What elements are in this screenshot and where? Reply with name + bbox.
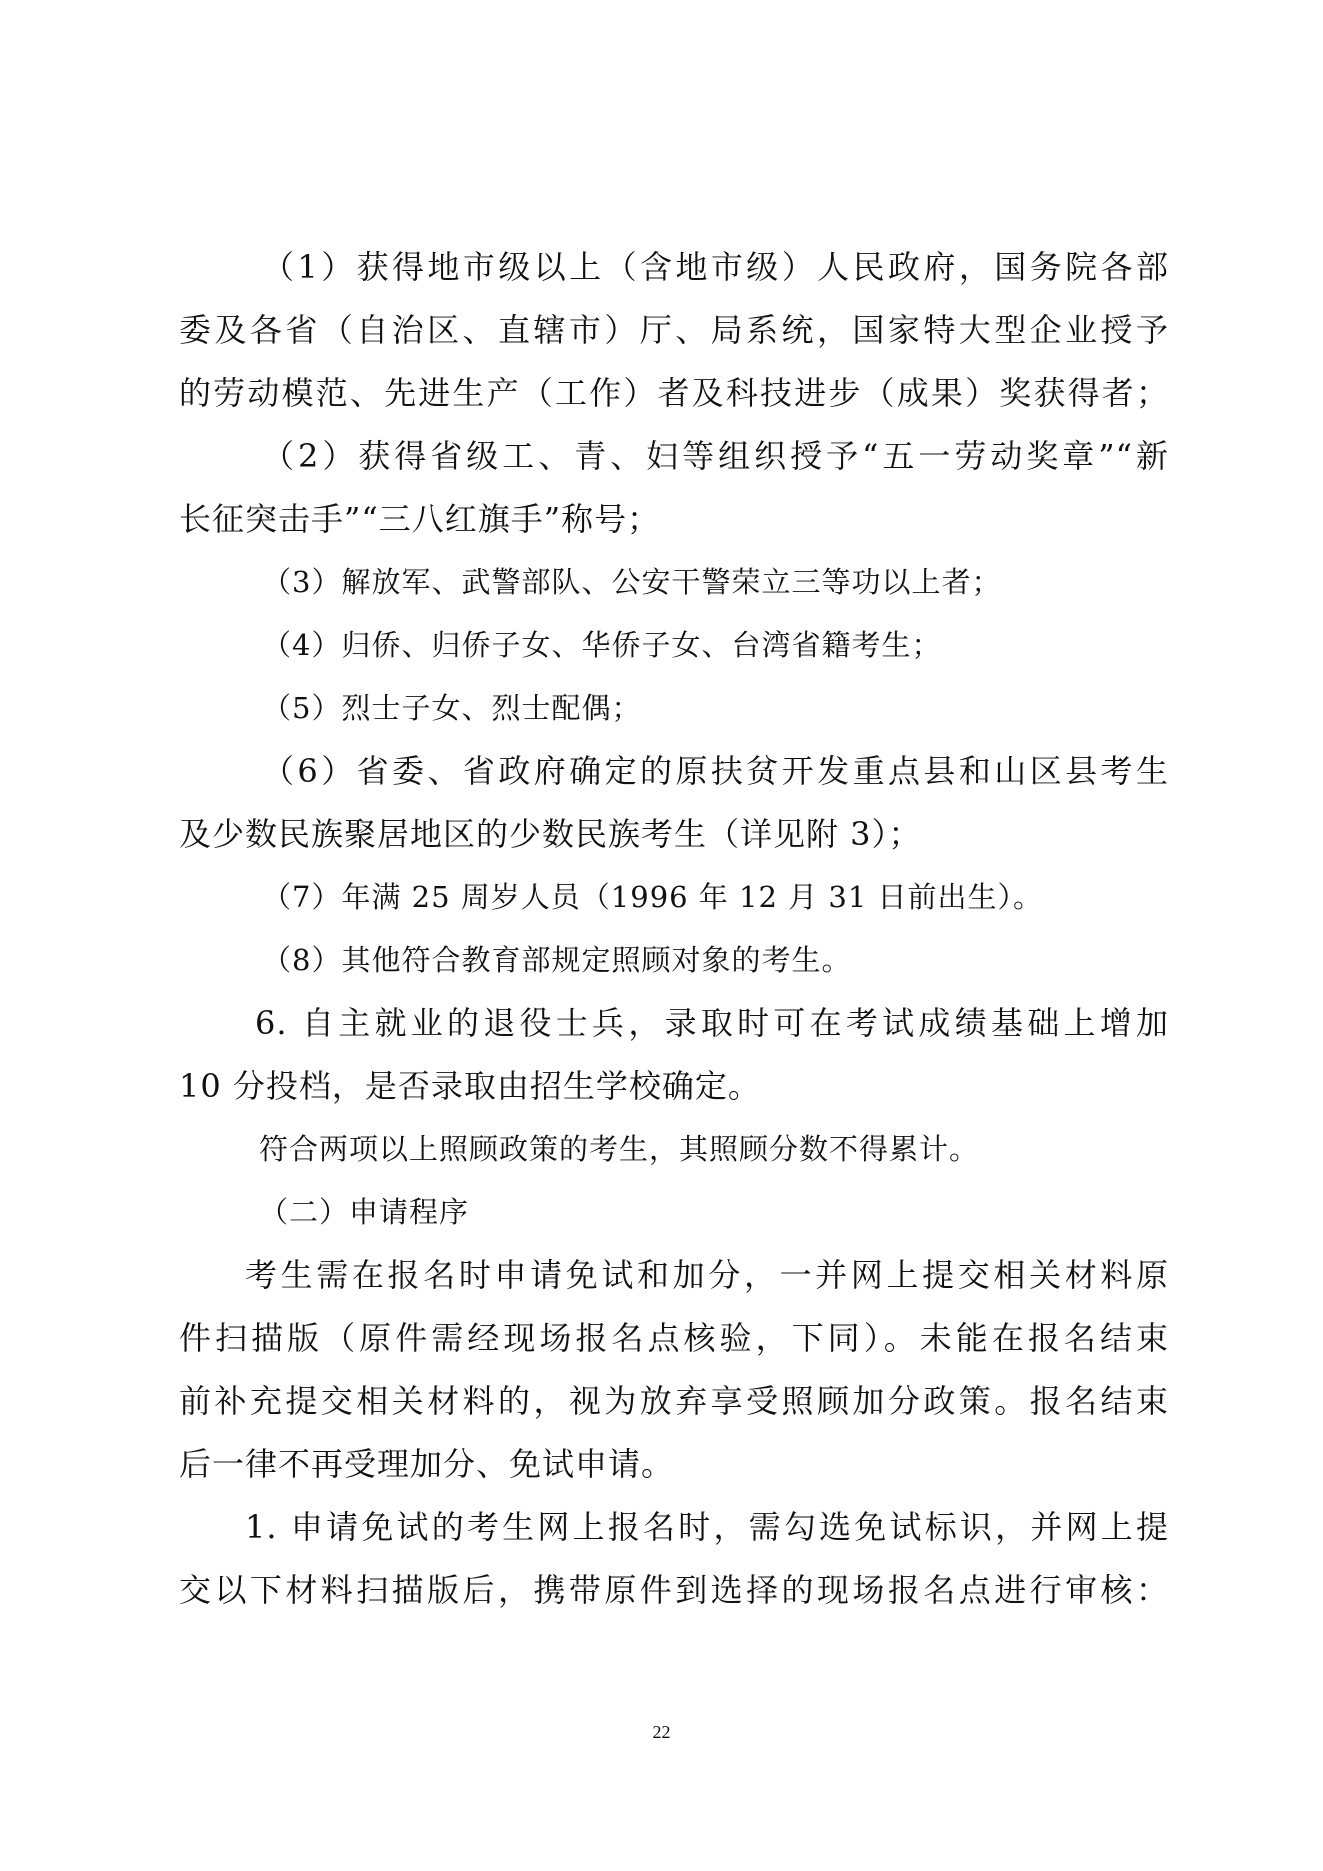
paragraph-line: 符合两项以上照顾政策的考生，其照顾分数不得累计。 [259, 1132, 980, 1166]
paragraph-line: （1）获得地市级以上（含地市级）人民政府，国务院各部 [262, 248, 1169, 286]
paragraph-line: 的劳动模范、先进生产（工作）者及科技进步（成果）奖获得者； [179, 374, 1169, 412]
paragraph-line: 及少数民族聚居地区的少数民族考生（详见附 3）； [179, 815, 922, 853]
paragraph-line: 后一律不再受理加分、免试申请。 [179, 1445, 675, 1483]
paragraph-line: （2）获得省级工、青、妇等组织授予“五一劳动奖章”“新 [262, 437, 1169, 475]
paragraph-line: （7）年满 25 周岁人员（1996 年 12 月 31 日前出生）。 [262, 880, 1043, 914]
page-number: 22 [652, 1722, 671, 1742]
paragraph-line: 考生需在报名时申请免试和加分，一并网上提交相关材料原 [245, 1256, 1169, 1294]
paragraph-line: （4）归侨、归侨子女、华侨子女、台湾省籍考生； [262, 628, 942, 662]
paragraph-line: 交以下材料扫描版后，携带原件到选择的现场报名点进行审核： [179, 1571, 1169, 1609]
paragraph-line: 1. 申请免试的考生网上报名时，需勾选免试标识，并网上提 [245, 1508, 1169, 1546]
paragraph-line: （6）省委、省政府确定的原扶贫开发重点县和山区县考生 [262, 752, 1169, 790]
paragraph-line: 6. 自主就业的退役士兵，录取时可在考试成绩基础上增加 [255, 1004, 1169, 1042]
paragraph-line: 前补充提交相关材料的，视为放弃享受照顾加分政策。报名结束 [179, 1382, 1169, 1420]
paragraph-line: 件扫描版（原件需经现场报名点核验，下同）。未能在报名结束 [179, 1319, 1169, 1357]
paragraph-line: （3）解放军、武警部队、公安干警荣立三等功以上者； [262, 565, 1002, 599]
paragraph-line: 委及各省（自治区、直辖市）厅、局系统，国家特大型企业授予 [179, 311, 1169, 349]
paragraph-line: （5）烈士子女、烈士配偶； [262, 691, 642, 725]
paragraph-line: （8）其他符合教育部规定照顾对象的考生。 [262, 943, 852, 977]
section-heading: （二）申请程序 [259, 1195, 470, 1229]
paragraph-line: 长征突击手”“三八红旗手”称号； [179, 500, 661, 538]
paragraph-line: 10 分投档，是否录取由招生学校确定。 [179, 1067, 761, 1105]
